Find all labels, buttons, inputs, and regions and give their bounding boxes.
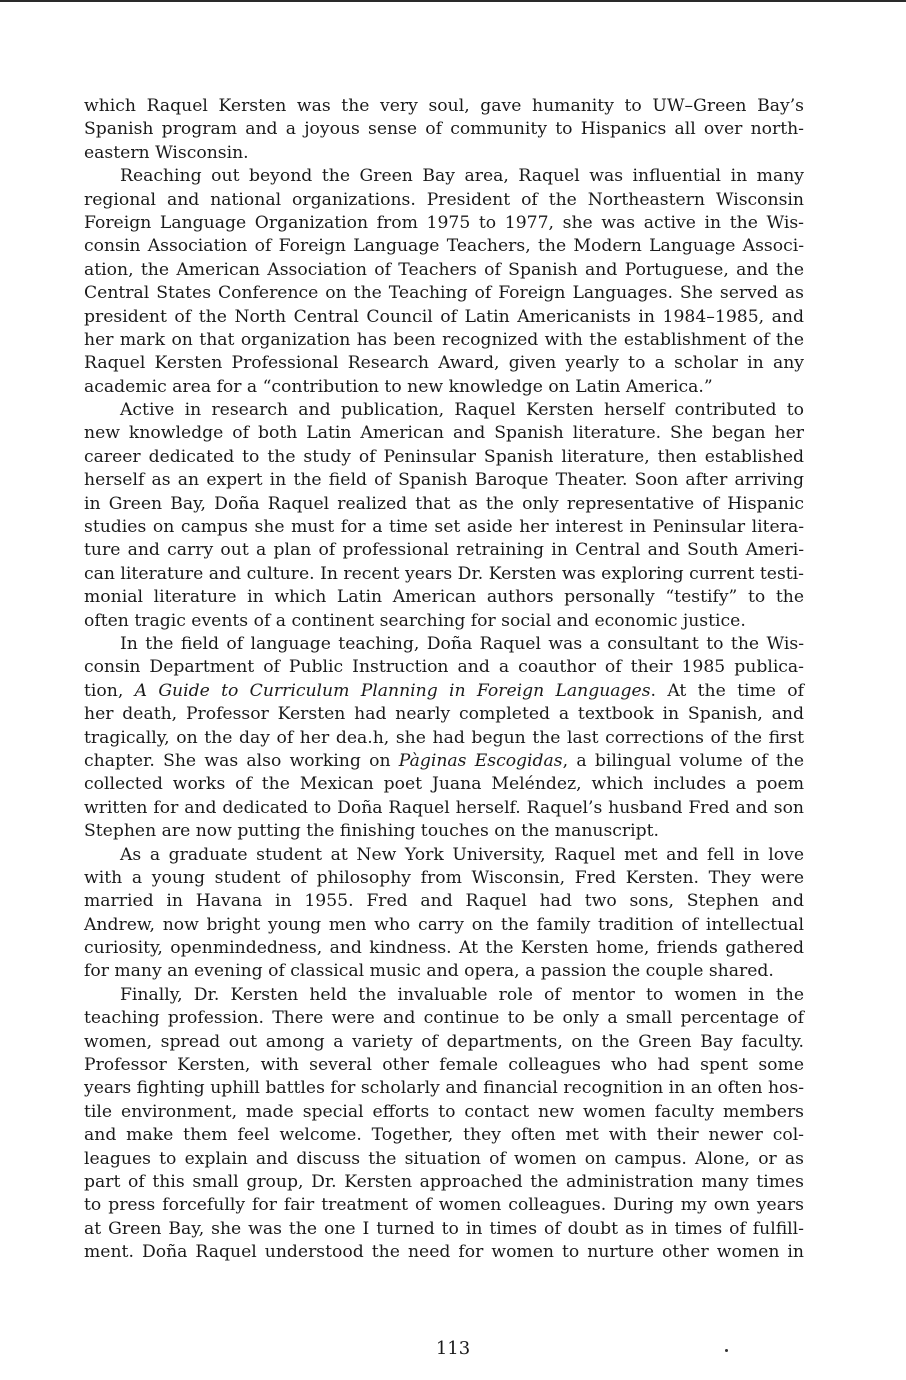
- text-line: teaching profession. There were and continue to be only a small percentage of: [84, 1008, 804, 1029]
- paragraph-p3: [84, 399, 804, 633]
- paragraph-p6: [84, 984, 804, 1265]
- text-line: which Raquel Kersten was the very soul, gave humanity to UW–Green Bay’s: [84, 96, 804, 116]
- text-line: tragically, on the day of her dea.h, she had begun the last corrections of the first: [84, 727, 804, 748]
- text-line: tion, A Guide to Curriculum Planning in Foreign Languages. At the time of: [84, 680, 804, 701]
- text-line: Reaching out beyond the Green Bay area, Raquel was influential in many: [120, 166, 804, 187]
- text-line: curiosity, openmindedness, and kindness. At the Kersten home, friends gathered: [84, 938, 804, 959]
- text-line: monial literature in which Latin American authors personally “testify” to the: [84, 587, 804, 608]
- text-line: ation, the American Association of Teachers of Spanish and Portuguese, and the: [84, 259, 804, 280]
- text-line: leagues to explain and discuss the situation of women on campus. Alone, or as: [84, 1148, 804, 1169]
- text-line: eastern Wisconsin.: [84, 142, 249, 163]
- text-line: with a young student of philosophy from Wisconsin, Fred Kersten. They were: [84, 867, 804, 888]
- text-line: Stephen are now putting the finishing touches on the manuscript.: [84, 821, 659, 842]
- text-line: Central States Conference on the Teaching of Foreign Languages. She served as: [84, 283, 804, 304]
- text-line: As a graduate student at New York University, Raquel met and fell in love: [120, 844, 804, 865]
- text-line: Andrew, now bright young men who carry on the family tradition of intellectual: [84, 914, 804, 935]
- text-line: ture and carry out a plan of professional retraining in Central and South Ameri-: [84, 540, 804, 561]
- text-line: Spanish program and a joyous sense of community to Hispanics all over north-: [84, 119, 804, 140]
- text-line: at Green Bay, she was the one I turned to in times of doubt as in times of fulfill-: [84, 1218, 804, 1239]
- text-line: academic area for a “contribution to new knowledge on Latin America.”: [84, 376, 713, 397]
- text-line: her death, Professor Kersten had nearly completed a textbook in Spanish, and: [84, 704, 804, 725]
- text-line: married in Havana in 1955. Fred and Raquel had two sons, Stephen and: [84, 891, 804, 912]
- paragraph-p1: [84, 95, 804, 165]
- text-line: new knowledge of both Latin American and Spanish literature. She began her: [84, 423, 804, 444]
- text-line: career dedicated to the study of Peninsular Spanish literature, then established: [84, 446, 804, 467]
- text-line: for many an evening of classical music and opera, a passion the couple shared.: [84, 961, 774, 982]
- text-line: collected works of the Mexican poet Juana Meléndez, which includes a poem: [84, 774, 804, 795]
- text-line: in Green Bay, Doña Raquel realized that as the only representative of Hispanic: [84, 493, 804, 514]
- page-number: 113: [435, 1338, 471, 1359]
- text-line: ment. Doña Raquel understood the need for women to nurture other women in: [84, 1242, 804, 1263]
- text-line: women, spread out among a variety of departments, on the Green Bay faculty.: [84, 1031, 804, 1052]
- text-line: studies on campus she must for a time set aside her interest in Peninsular litera-: [84, 517, 804, 538]
- text-line: regional and national organizations. President of the Northeastern Wisconsin: [84, 189, 804, 210]
- text-line: herself as an expert in the field of Spanish Baroque Theater. Soon after arriving: [84, 470, 804, 491]
- text-line: chapter. She was also working on Pàginas Escogidas, a bilingual volume of the: [84, 750, 804, 771]
- italic-title: A Guide to Curriculum Planning in Foreign Languages: [134, 680, 651, 701]
- text-line: Professor Kersten, with several other female colleagues who had spent some: [84, 1055, 804, 1076]
- text-line: part of this small group, Dr. Kersten approached the administration many times: [84, 1171, 804, 1192]
- text-line: often tragic events of a continent searching for social and economic justice.: [84, 610, 746, 631]
- text-line: Active in research and publication, Raquel Kersten herself contributed to: [120, 400, 804, 421]
- text-line: Finally, Dr. Kersten held the invaluable role of mentor to women in the: [120, 984, 804, 1005]
- text-line: to press forcefully for fair treatment of women colleagues. During my own years: [84, 1195, 804, 1216]
- paragraph-p5: [84, 844, 804, 984]
- text-line: consin Department of Public Instruction and a coauthor of their 1985 publica-: [84, 657, 804, 678]
- text-line: can literature and culture. In recent years Dr. Kersten was exploring current testi-: [84, 563, 804, 584]
- text-line: written for and dedicated to Doña Raquel herself. Raquel’s husband Fred and son: [84, 797, 804, 818]
- paragraph-p4: [84, 633, 804, 844]
- text-line: years fighting uphill battles for scholarly and financial recognition in an often hos-: [84, 1078, 804, 1099]
- text-line: In the field of language teaching, Doña Raquel was a consultant to the Wis-: [120, 633, 804, 654]
- body-text: [84, 95, 804, 1265]
- scan-speck: [725, 1349, 728, 1352]
- italic-title: Pàginas Escogidas: [398, 750, 563, 771]
- text-line: tile environment, made special efforts to contact new women faculty members: [84, 1101, 804, 1122]
- top-edge-rule: [0, 0, 906, 2]
- text-line: and make them feel welcome. Together, they often met with their newer col-: [84, 1125, 804, 1146]
- text-line: Raquel Kersten Professional Research Award, given yearly to a scholar in any: [84, 353, 804, 374]
- text-line: consin Association of Foreign Language Teachers, the Modern Language Associ-: [84, 236, 804, 257]
- paragraph-p2: [84, 165, 804, 399]
- text-line: her mark on that organization has been recognized with the establishment of the: [84, 329, 804, 350]
- text-line: Foreign Language Organization from 1975 to 1977, she was active in the Wis-: [84, 212, 804, 233]
- text-line: president of the North Central Council of Latin Americanists in 1984–1985, and: [84, 306, 804, 327]
